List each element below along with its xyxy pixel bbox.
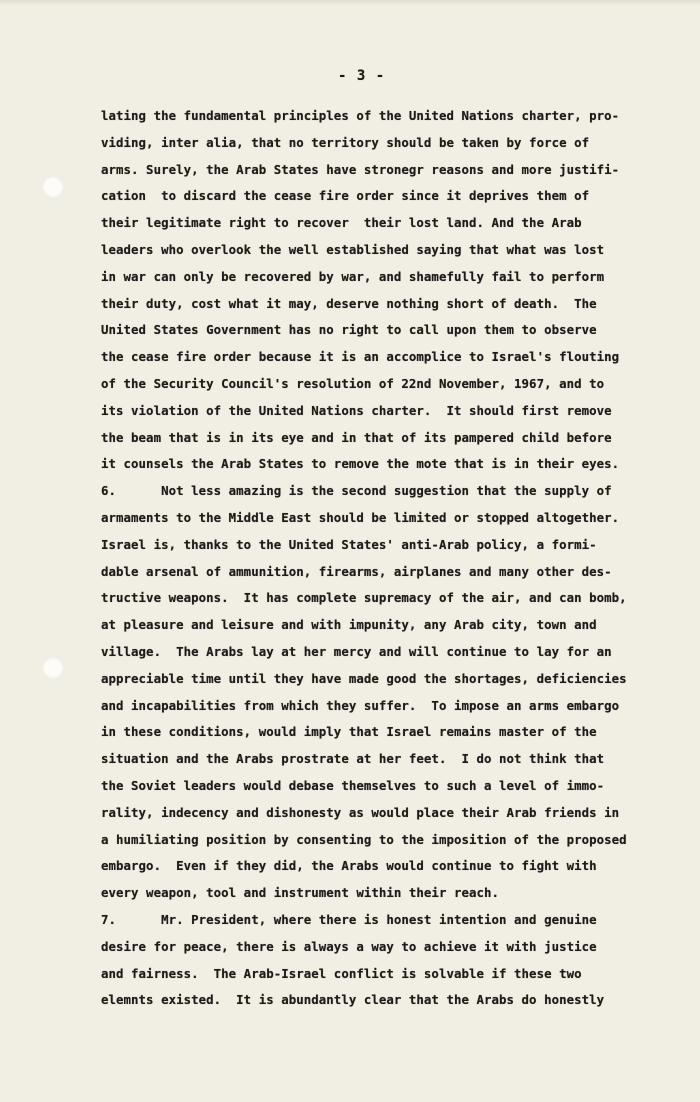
text-line: elemnts existed. It is abundantly clear that the Arabs do honestly: [101, 992, 605, 1008]
text-line: their duty, cost what it may, deserve nothing short of death. The: [101, 295, 597, 311]
text-line: and fairness. The Arab-Israel conflict is solvable if these two: [101, 965, 582, 981]
text-line: a humiliating position by consenting to the imposition of the proposed: [101, 831, 627, 847]
text-line: rality, indecency and dishonesty as would place their Arab friends in: [101, 804, 620, 820]
text-line: in war can only be recovered by war, and shamefully fail to perform: [101, 268, 605, 284]
text-line: viding, inter alia, that no territory should be taken by force of: [101, 134, 590, 150]
typed-body-text: [101, 103, 681, 1014]
text-line: the beam that is in its eye and in that of its pampered child before: [101, 429, 612, 445]
text-line: at pleasure and leisure and with impunity, any Arab city, town and: [101, 617, 597, 633]
text-line: in these conditions, would imply that Israel remains master of the: [101, 724, 597, 740]
page-number: - 3 -: [338, 68, 386, 84]
text-line: leaders who overlook the well established saying that what was lost: [101, 241, 605, 257]
text-line: its violation of the United Nations charter. It should first remove: [101, 402, 612, 418]
text-line: desire for peace, there is always a way to achieve it with justice: [101, 938, 597, 954]
text-line: 6. Not less amazing is the second suggestion that the supply of: [101, 483, 612, 499]
text-line: situation and the Arabs prostrate at her feet. I do not think that: [101, 751, 605, 767]
text-line: tructive weapons. It has complete supremacy of the air, and can bomb,: [101, 590, 627, 606]
text-line: dable arsenal of ammunition, firearms, airplanes and many other des-: [101, 563, 612, 579]
text-line: armaments to the Middle East should be limited or stopped altogether.: [101, 509, 620, 525]
punch-hole-lower: [42, 657, 64, 679]
text-line: their legitimate right to recover their lost land. And the Arab: [101, 215, 582, 231]
text-line: it counsels the Arab States to remove the mote that is in their eyes.: [101, 456, 620, 472]
punch-hole-upper: [42, 176, 64, 198]
text-line: arms. Surely, the Arab States have stronegr reasons and more justifi-: [101, 161, 620, 177]
text-line: United States Government has no right to call upon them to observe: [101, 322, 597, 338]
text-line: every weapon, tool and instrument within their reach.: [101, 885, 500, 901]
text-line: Israel is, thanks to the United States' anti-Arab policy, a formi-: [101, 536, 597, 552]
text-line: lating the fundamental principles of the United Nations charter, pro-: [101, 108, 620, 123]
text-line: village. The Arabs lay at her mercy and will continue to lay for an: [101, 643, 612, 659]
text-line: of the Security Council's resolution of 22nd November, 1967, and to: [101, 375, 605, 391]
text-line: the Soviet leaders would debase themselves to such a level of immo-: [101, 777, 605, 793]
page-edge: [0, 0, 700, 6]
text-line: cation to discard the cease fire order since it deprives them of: [101, 188, 590, 204]
text-line: and incapabilities from which they suffer. To impose an arms embargo: [101, 697, 620, 713]
text-line: appreciable time until they have made good the shortages, deficiencies: [101, 670, 627, 686]
text-line: embargo. Even if they did, the Arabs would continue to fight with: [101, 858, 597, 874]
text-line: the cease fire order because it is an accomplice to Israel's flouting: [101, 349, 620, 365]
text-line: 7. Mr. President, where there is honest intention and genuine: [101, 911, 597, 927]
